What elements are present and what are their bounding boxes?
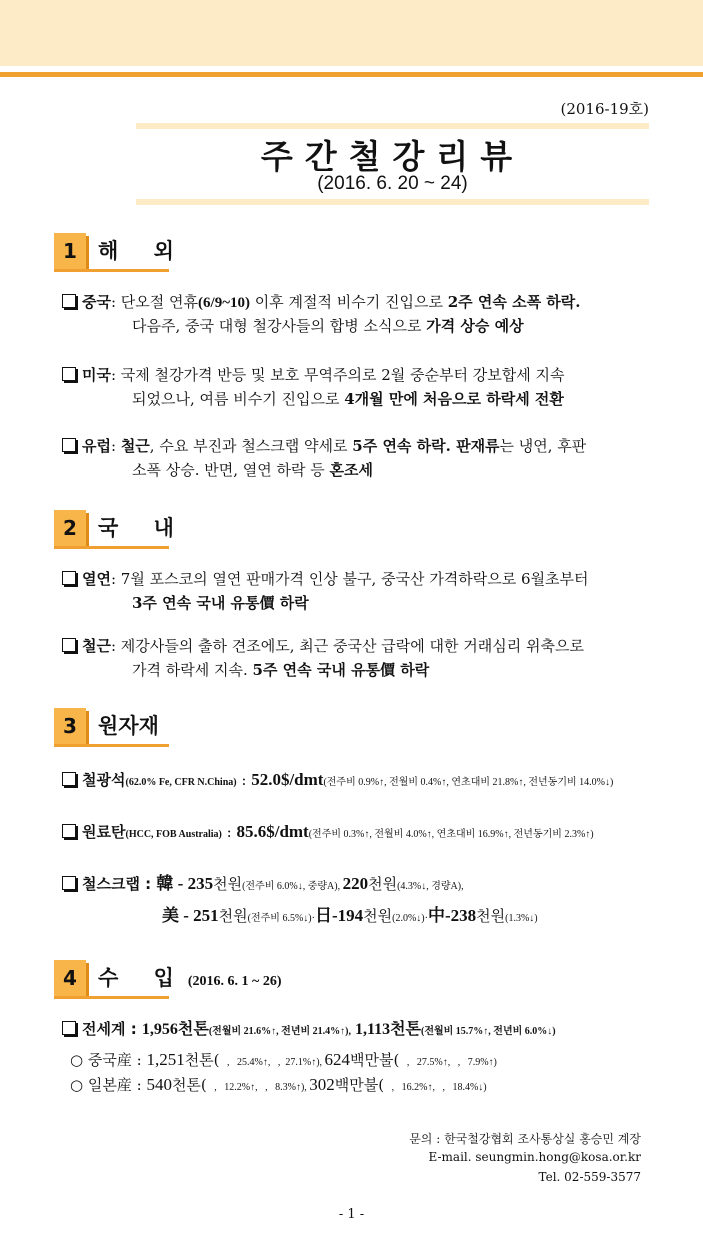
section-title: 원자재: [98, 714, 159, 738]
bullet-icon: ○: [70, 1051, 88, 1069]
item-scrap-overseas: 美 - 251천원(전주비 6.5%↓)·日-194천원(2.0%↓)·中-238천원(1.3%↓): [162, 906, 538, 925]
item-label: 미국: [82, 366, 111, 384]
section-number: 4: [54, 960, 86, 996]
item-europe: 유럽: 철근, 수요 부진과 철스크랩 약세로 5주 연속 하락. 판재류는 냉연, 후판 소폭 상승. 반면, 열연 하락 등 혼조세: [62, 434, 586, 458]
checkbox-icon: [62, 367, 76, 381]
item-import-japan: ○ 일본産 : 540천톤( , 12.2%↑, , 8.3%↑), 302백만불( , 16.2%↑, , 18.4%↓): [70, 1075, 487, 1094]
section-rule: [54, 744, 169, 747]
item-iron-ore: 철광석(62.0% Fe, CFR N.China) : 52.0$/dmt(전주비 0.9%↑, 전월비 0.4%↑, 연초대비 21.8%↑, 전년동기비 14.0%↓): [62, 768, 613, 795]
contact-person: 문의 : 한국철강협회 조사통상실 홍승민 계장: [409, 1132, 641, 1146]
section-rule: [54, 996, 169, 999]
page-number: - 1 -: [338, 1207, 365, 1222]
title-box: [136, 123, 649, 205]
checkbox-icon: [62, 1021, 76, 1035]
item-label: 열연: [82, 570, 111, 588]
item-label: 유럽: [82, 437, 111, 455]
item-import-china: ○ 중국産 : 1,251천톤( , 25.4%↑, , 27.1%↑), 624백만불( , 27.5%↑, , 7.9%↑): [70, 1050, 497, 1069]
checkbox-icon: [62, 824, 76, 838]
section-title: 국 내: [98, 516, 188, 540]
section-rule: [54, 546, 169, 549]
section-title: 수 입(2016. 6. 1 ~ 26): [98, 966, 282, 990]
header-band: [0, 0, 703, 66]
item-label: 철근: [82, 637, 111, 655]
bullet-icon: ○: [70, 1076, 88, 1094]
item-scrap: 철스크랩 : 韓 - 235천원(전주비 6.0%↓, 중량A), 220천원(4.3%↓, 경량A),: [62, 872, 464, 899]
issue-number: (2016-19호): [560, 100, 649, 118]
item-usa: 미국: 국제 철강가격 반등 및 보호 무역주의로 2월 중순부터 강보합세 지속 되었으나, 여름 비수기 진입으로 4개월 만에 처음으로 하락세 전환: [62, 363, 565, 387]
checkbox-icon: [62, 438, 76, 452]
section-number: 3: [54, 708, 86, 744]
contact-phone: Tel. 02-559-3577: [538, 1170, 641, 1184]
contact-email[interactable]: E-mail. seungmin.hong@kosa.or.kr: [428, 1150, 641, 1164]
checkbox-icon: [62, 571, 76, 585]
checkbox-icon: [62, 638, 76, 652]
section-number: 2: [54, 510, 86, 546]
header-divider: [0, 72, 703, 77]
section-number: 1: [54, 233, 86, 269]
section-title: 해 외: [98, 239, 188, 263]
section-rule: [54, 269, 169, 272]
item-china: 중국: 단오절 연휴(6/9~10) 이후 계절적 비수기 진입으로 2주 연속 소폭 하락. 다음주, 중국 대형 철강사들의 합병 소식으로 가격 상승 예상: [62, 290, 581, 315]
page-title: 주간철강리뷰: [260, 137, 525, 176]
period: (2016. 6. 20 ~ 24): [317, 173, 468, 194]
item-label: 중국: [82, 293, 111, 311]
item-coking-coal: 원료탄(HCC, FOB Australia) : 85.6$/dmt(전주비 0.3%↑, 전월비 4.0%↑, 연초대비 16.9%↑, 전년동기비 2.3%↑): [62, 820, 594, 847]
checkbox-icon: [62, 876, 76, 890]
section-imports: [54, 960, 354, 996]
item-import-total: 전세계 : 1,956천톤(전월비 21.6%↑, 전년비 21.4%↑), 1,113천톤(전월비 15.7%↑, 전년비 6.0%↓): [62, 1017, 556, 1044]
checkbox-icon: [62, 772, 76, 786]
item-rebar: 철근: 제강사들의 출하 견조에도, 최근 중국산 급락에 대한 거래심리 위축으로 가격 하락세 지속. 5주 연속 국내 유통價 하락: [62, 634, 584, 658]
checkbox-icon: [62, 294, 76, 308]
item-hrc: 열연: 7월 포스코의 열연 판매가격 인상 불구, 중국산 가격하락으로 6월초부터 3주 연속 국내 유통價 하락: [62, 567, 589, 591]
